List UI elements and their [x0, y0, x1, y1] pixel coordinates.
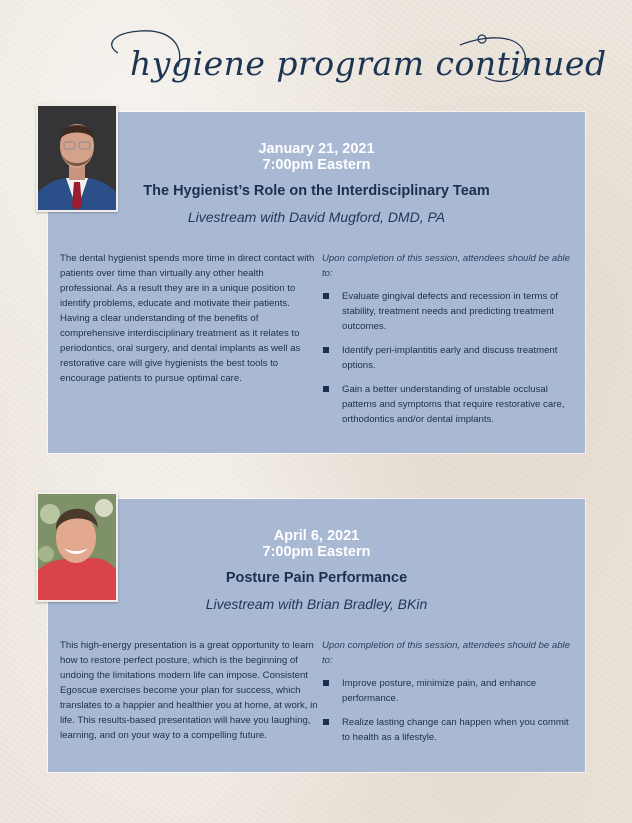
- session-presenter: Livestream with David Mugford, DMD, PA: [187, 209, 446, 225]
- square-bullet-icon: [323, 680, 329, 686]
- heading-text: hygiene program continued: [130, 44, 607, 83]
- objective-text: Improve posture, minimize pain, and enhance performance.: [342, 678, 537, 704]
- objective-text: Evaluate gingival defects and recession in terms of stability, treatment needs and predicting treatment outcomes.: [342, 291, 558, 332]
- square-bullet-icon: [323, 386, 329, 392]
- session-time: 7:00pm Eastern: [262, 157, 371, 173]
- session-card: [48, 112, 585, 453]
- square-bullet-icon: [323, 347, 329, 353]
- session-date-block: [48, 141, 585, 173]
- objective-text: Gain a better understanding of unstable occlusal patterns and symptoms that require restorative care, orthodontics and/or dental implants.: [342, 384, 565, 425]
- session-presenter: Livestream with Brian Bradley, BKin: [205, 596, 428, 612]
- objectives-intro: Upon completion of this session, attendees should be able to:: [322, 253, 570, 279]
- objectives-intro: Upon completion of this session, attendees should be able to:: [322, 640, 570, 666]
- square-bullet-icon: [323, 719, 329, 725]
- objective-item: [322, 343, 574, 373]
- session-objectives: [322, 638, 574, 754]
- session-card: [48, 499, 585, 772]
- session-description: The dental hygienist spends more time in direct contact with patients over time than virtually any other health professional. As a result they are in a unique position to identify problems, educate and motivate their patients. Having a clear understanding of the benefits of comprehensive interdisciplinary treatment as it relates to periodontics, oral surgery, and dental implants as well as restorative care will give hygienists the best tools to encourage patients to pursue optimal care.: [60, 253, 315, 384]
- objective-text: Realize lasting change can happen when you commit to health as a lifestyle.: [342, 717, 569, 743]
- page-heading: [100, 15, 607, 100]
- session-objectives: [322, 251, 574, 436]
- objective-item: [322, 715, 574, 745]
- objective-item: [322, 382, 574, 427]
- objectives-list: [322, 676, 574, 745]
- objectives-list: [322, 289, 574, 427]
- presenter-portrait-2: [38, 494, 116, 600]
- session-date: January 21, 2021: [258, 141, 375, 157]
- session-title: Posture Pain Performance: [225, 570, 408, 586]
- session-description: This high-energy presentation is a great opportunity to learn how to restore perfect posture, which is the beginning of undoing the limitations modern life can impose. Consistent Egoscue exercises become your plan for success, which translates to a happier and healthier you at home, at work, in life. This results-based presentation will have you laughing, learning, and on your way to a compelling future.: [60, 640, 318, 741]
- session-date-block: [48, 528, 585, 560]
- script-heading-graphic: [100, 15, 607, 100]
- objective-item: [322, 676, 574, 706]
- objective-text: Identify peri-implantitis early and discuss treatment options.: [342, 345, 558, 371]
- presenter-photo: [36, 492, 118, 602]
- session-title: The Hygienist’s Role on the Interdisciplinary Team: [143, 183, 490, 199]
- presenter-portrait-1: [38, 106, 116, 210]
- session-time: 7:00pm Eastern: [262, 544, 371, 560]
- objective-item: [322, 289, 574, 334]
- square-bullet-icon: [323, 293, 329, 299]
- presenter-photo: [36, 104, 118, 212]
- session-date: April 6, 2021: [273, 528, 360, 544]
